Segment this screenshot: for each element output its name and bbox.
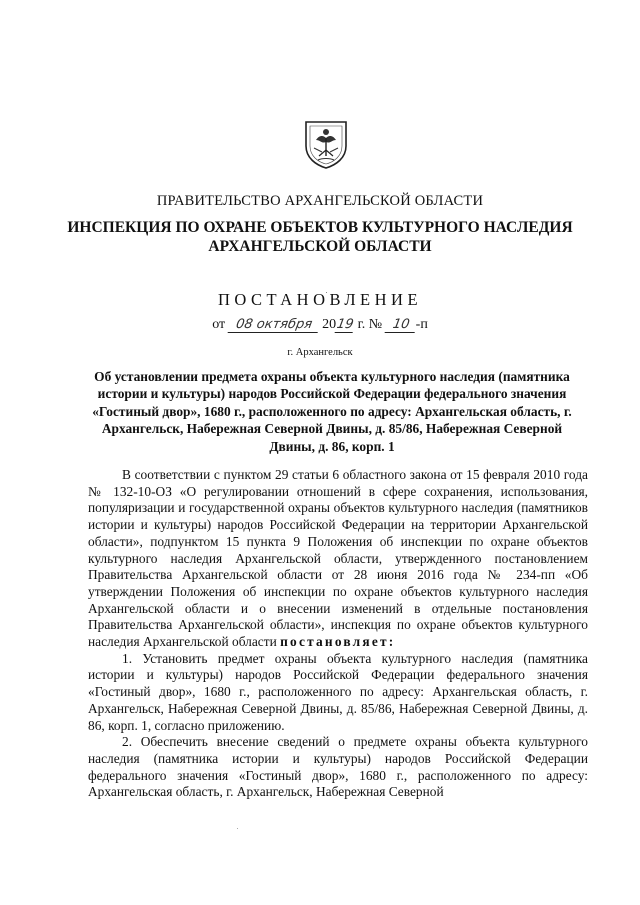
city-name: г. Архангельск xyxy=(287,347,353,358)
decree-title: ПОСТАНОВЛЕНИЕ xyxy=(217,290,423,309)
scan-dot xyxy=(237,828,238,829)
handwritten-number: 10 xyxy=(384,317,417,333)
coat-of-arms-icon xyxy=(302,118,350,170)
preamble-text: В соответствии с пунктом 29 статьи 6 областного закона от 15 февраля 2010 года № 132-10-ОЗ «О регулировании отношений в сфере сохранения, использования, популяризации и государственной охраны объектов культурного наследия (памятников истории и культуры) народов Российской Федерации на территории Архангельской области», подпунктом 15 пункта 9 Положения об инспекции по охране объектов культурного наследия Архангельской области, утвержденного постановлением Правительства Архангельской области от 28 июня 2016 года № 234-пп «Об утверждении Положения об инспекции по охране объектов культурного наследия Архангельской области и о внесении изменений в отдельные постановления Правительства Архангельской области», инспекция по охране объектов культурного наследия Архангельской области xyxy=(88,467,588,650)
handwritten-year: 19 xyxy=(335,317,355,332)
year-suffix: г. № xyxy=(357,317,383,332)
inspection-title-line2: АРХАНГЕЛЬСКОЙ ОБЛАСТИ xyxy=(208,238,432,255)
decree-date-number-line xyxy=(0,317,640,333)
from-label: от xyxy=(212,317,226,332)
government-title: ПРАВИТЕЛЬСТВО АРХАНГЕЛЬСКОЙ ОБЛАСТИ xyxy=(156,193,484,209)
year-prefix: 20 xyxy=(322,317,337,332)
item-2-paragraph: 2. Обеспечить внесение сведений о предмете охраны объекта культурного наследия (памятника истории и культуры) народов Российской Федерации федерального значения «Гостиный двор», 1680 г., расположенного по адресу: Архангельская область, г. Архангельск, Набережная Северной xyxy=(88,734,588,800)
inspection-title-line1: ИНСПЕКЦИЯ ПО ОХРАНЕ ОБЪЕКТОВ КУЛЬТУРНОГО НАСЛЕДИЯ xyxy=(67,219,573,236)
decree-body xyxy=(88,467,588,801)
preamble-paragraph xyxy=(88,467,588,651)
handwritten-date: 08 октября xyxy=(227,317,320,333)
item-1-paragraph: 1. Установить предмет охраны объекта культурного наследия (памятника истории и культуры) народов Российской Федерации федерального значения «Гостиный двор», 1680 г., расположенного по адресу: Архангельская область, г. Архангельск, Набережная Северной Двины, д. 85/86, Набережная Северной Двины, д. 86, корп. 1, согласно приложению. xyxy=(88,650,588,733)
resolves-word: постановляет: xyxy=(280,634,396,650)
decree-subject: Об установлении предмета охраны объекта культурного наследия (памятника истории и культуры) народов Российской Федерации федерального значения «Гостиный двор», 1680 г., расположенного по адресу: Архангельская область, г. Архангельск, Набережная Северной Двины, д. 85/86, Набережная Северной Двины, д. 86, корп. 1 xyxy=(92,369,572,454)
inspection-title xyxy=(40,218,600,256)
number-suffix: -п xyxy=(415,317,428,332)
